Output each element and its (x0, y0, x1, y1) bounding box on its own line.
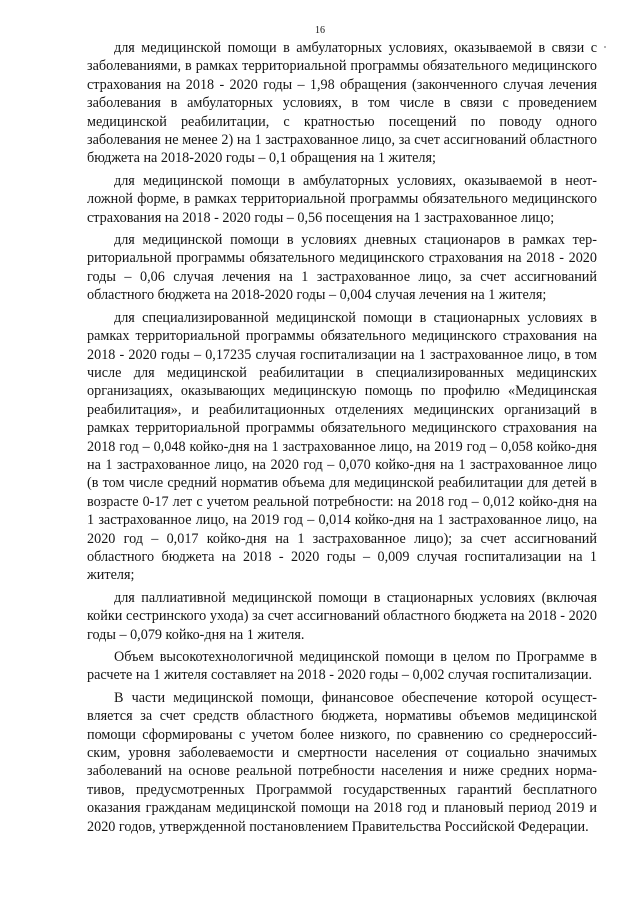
paragraph-outpatient-disease: для медицинской помощи в амбулаторных условиях, оказываемой в связи с заболеваниями, в рамках территориальной программы обязательного медицинского страхования на 2018 - 2020 годы – 1,98 обращения (законченного случая лечения заболевания в амбулаторных условиях, в том числе в связи с проведением медицинской реабилитации, с кратностью посещений по поводу одного заболевания не менее 2) на 1 застрахованное лицо, за счет ассигнований областного бюджета на 2018-2020 годы – 0,1 обращения на 1 жителя; (87, 40, 597, 167)
page-number: 16 (315, 25, 325, 36)
document-body (87, 39, 597, 836)
paragraph-regional-budget: В части медицинской помощи, финансовое обеспечение которой осуществляется за счет средств областного бюджета, нормативы объемов медицинской помощи сформированы с учетом более низкого, по сравнению со среднероссийским, уровня заболеваемости и смертности населения от социально значимых заболеваний на основе реальной потребности населения и ниже средних нормативов, предусмотренных Программой государственных гарантий бесплатного оказания гражданам медицинской помощи на 2018 год и плановый период 2019 и 2020 годов, утвержденной постановлением Правительства Российской Федерации. (87, 689, 597, 835)
paragraph-palliative: для паллиативной медицинской помощи в стационарных условиях (включая койки сестринского ухода) за счет ассигнований областного бюджета на 2018 - 2020 годы – 0,079 койко-дня на 1 жителя. (87, 589, 597, 643)
scan-speck (604, 46, 606, 48)
paragraph-outpatient-urgent: для медицинской помощи в амбулаторных условиях, оказываемой в неотложной форме, в рамках территориальной программы обязательного медицинского страхования на 2018 - 2020 годы – 0,56 посещения на 1 застрахованное лицо; (87, 172, 597, 226)
paragraph-day-hospital: для медицинской помощи в условиях дневных стационаров в рамках территориальной программы обязательного медицинского страхования на 2018 - 2020 годы – 0,06 случая лечения на 1 застрахованное лицо, за счет ассигнований областного бюджета на 2018-2020 годы – 0,004 случая лечения на 1 жителя; (87, 232, 597, 304)
paragraph-specialized-inpatient: для специализированной медицинской помощи в стационарных условиях в рамках территориальной программы обязательного медицинского страхования на 2018 - 2020 годы – 0,17235 случая госпитализации на 1 застрахованное лицо, в том числе для медицинской реабилитации в специализированных медицинских организациях, оказывающих медицинскую помощь по профилю «Медицинская реабилитация», и реабилитационных отделениях медицинских организаций в рамках территориальной программы обязательного медицинского страхования на 2018 год – 0,048 койко-дня на 1 застрахованное лицо, на 2019 год – 0,058 койко-дня на 1 застрахованное лицо, на 2020 год – 0,070 койко-дня на 1 застрахованное лицо (в том числе средний норматив объема для медицинской реабилитации для детей в возрасте 0-17 лет с учетом реальной потребности: на 2018 год – 0,012 койко-дня на 1 застрахованное лицо, на 2019 год – 0,014 койко-дня на 1 застрахованное лицо, на 2020 год – 0,017 койко-дня на 1 застрахованное лицо); за счет ассигнований областного бюджета на 2018 - 2020 годы – 0,009 случая госпитализации на 1 жителя; (87, 309, 597, 584)
paragraph-high-tech: Объем высокотехнологичной медицинской помощи в целом по Программе в расчете на 1 жителя составляет на 2018 - 2020 годы – 0,002 случая госпитализации. (87, 649, 597, 684)
